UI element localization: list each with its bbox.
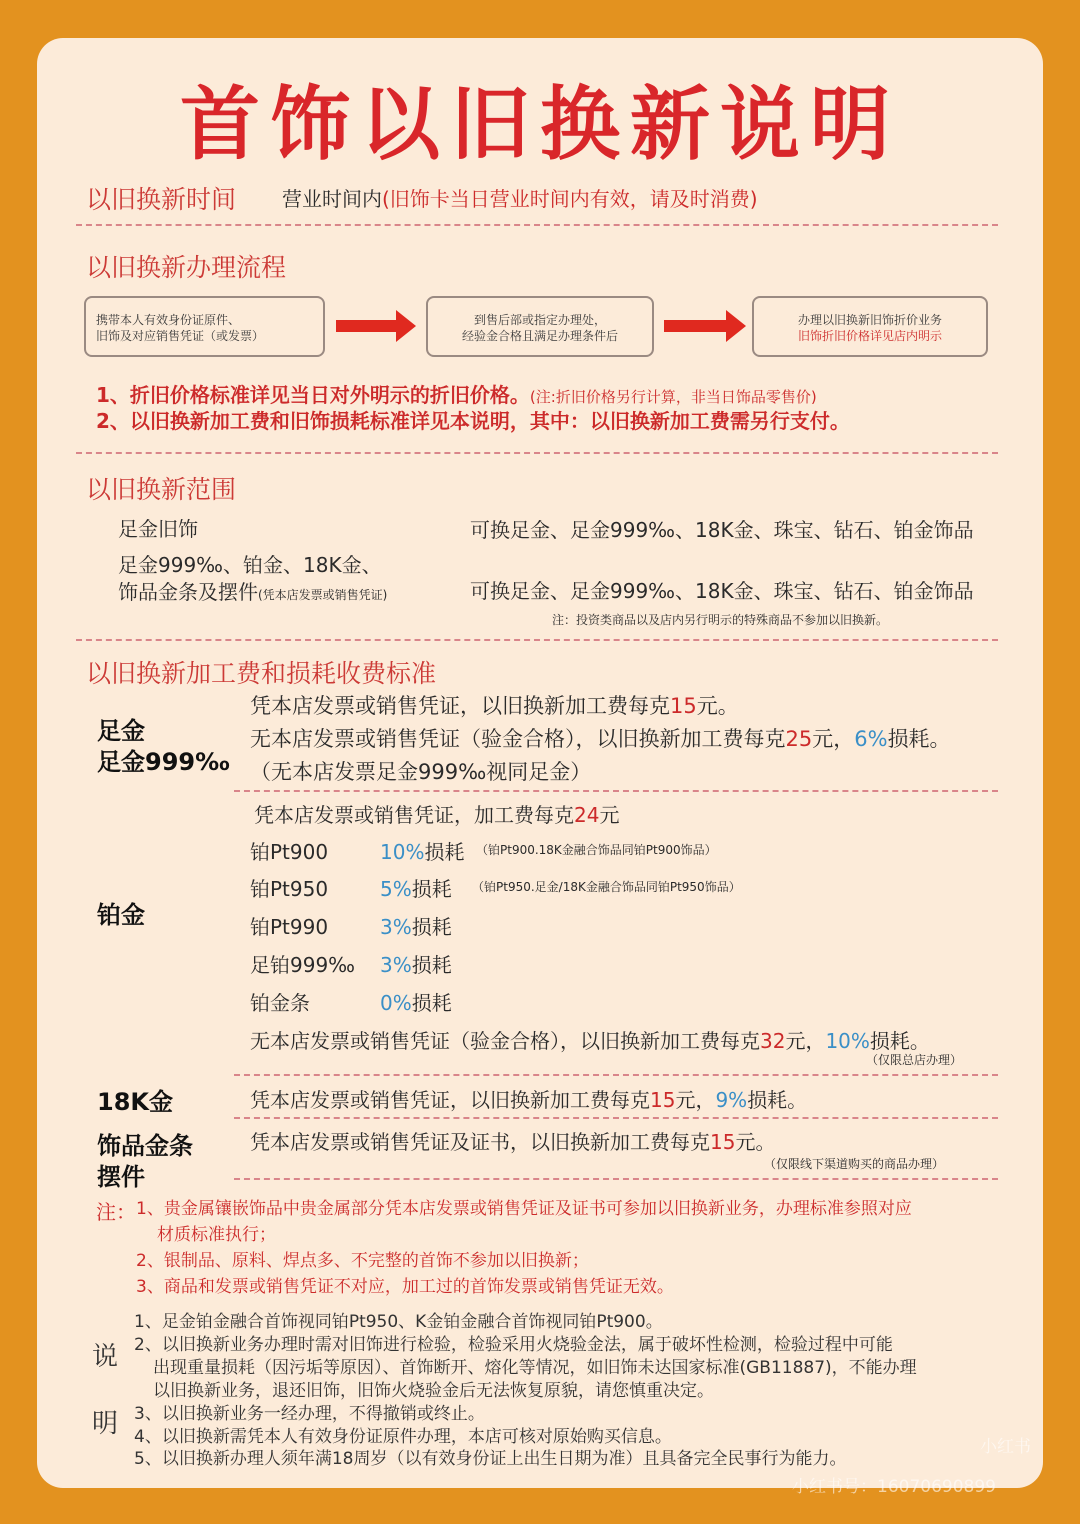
platinum-item-name: 铂Pt990 <box>250 915 329 939</box>
explain-5: 5、以旧换新办理人须年满18周岁（以有效身份证上出生日期为准）且具备完全民事行为能力。 <box>134 1449 847 1469</box>
time-value: 营业时间内 <box>282 187 382 211</box>
watermark-id: 小红书号：16070690899 <box>792 1477 996 1497</box>
divider <box>76 639 998 641</box>
scope-row-2-right: 可换足金、足金999‰、18K金、珠宝、钻石、铂金饰品 <box>470 579 974 603</box>
process-step-1 <box>84 296 325 357</box>
gold-line-2: 无本店发票或销售凭证（验金合格），以旧换新加工费每克25元，6%损耗。 <box>250 727 951 751</box>
platinum-item-note: （铂Pt900.18K金融合饰品同铂Pt900饰品） <box>476 843 717 857</box>
step-3-line-2: 旧饰折旧价格详见店内明示 <box>797 329 942 343</box>
step-3-line-1: 办理以旧换新旧饰折价业务 <box>797 313 942 327</box>
platinum-item-name: 足铂999‰ <box>250 953 356 977</box>
scope-note: 注：投资类商品以及店内另行明示的特殊商品不参加以旧换新。 <box>552 613 889 627</box>
gold-line-3: （无本店发票足金999‰视同足金） <box>250 760 592 784</box>
step-1-line-1: 携带本人有效身份证原件、 <box>96 313 241 327</box>
time-text <box>282 183 758 212</box>
platinum-item-name: 铂金条 <box>250 991 310 1015</box>
explain-1: 1、足金铂金融合首饰视同铂Pt950、K金铂金融合首饰视同铂Pt900。 <box>134 1312 663 1332</box>
time-note: (旧饰卡当日营业时间内有效，请及时消费) <box>382 187 758 211</box>
page-title: 首饰以旧换新说明 <box>180 78 900 171</box>
k18-label: 18K金 <box>97 1088 173 1116</box>
scope-row-2-left-1: 足金999‰、铂金、18K金、 <box>118 553 382 577</box>
scope-row-2-left-2: 饰品金条及摆件(凭本店发票或销售凭证) <box>118 580 388 604</box>
explain-2-cont: 出现重量损耗（因污垢等原因）、首饰断开、熔化等情况，如旧饰未达国家标准(GB11887)，不能办理 <box>153 1358 917 1378</box>
divider <box>234 1117 998 1119</box>
k18-line: 凭本店发票或销售凭证，以旧换新加工费每克15元，9%损耗。 <box>250 1088 808 1112</box>
scope-row-1-left: 足金旧饰 <box>118 517 198 541</box>
platinum-item-name: 铂Pt900 <box>250 840 329 864</box>
process-step-2 <box>426 296 654 357</box>
note-1-cont: 材质标准执行； <box>157 1225 276 1245</box>
step-2-line-2: 经验金合格且满足办理条件后 <box>461 329 618 343</box>
divider <box>76 224 998 226</box>
process-rule-1: 1、折旧价格标准详见当日对外明示的折旧价格。(注:折旧价格另行计算，非当日饰品零售价) <box>96 383 817 407</box>
note-3: 3、商品和发票或销售凭证不对应，加工过的首饰发票或销售凭证无效。 <box>136 1277 674 1297</box>
note-2: 2、银制品、原料、焊点多、不完整的首饰不参加以旧换新； <box>136 1251 589 1271</box>
platinum-head: 凭本店发票或销售凭证，加工费每克24元 <box>254 803 620 827</box>
divider <box>76 452 998 454</box>
divider <box>234 1074 998 1076</box>
platinum-item-loss: 3%损耗 <box>380 915 452 939</box>
notes-label: 注： <box>96 1200 136 1224</box>
step-2-line-1: 到售后部或指定办理处， <box>473 313 606 327</box>
explain-2-cont-2: 以旧换新业务，退还旧饰，旧饰火烧验金后无法恢复原貌，请您慎重决定。 <box>153 1381 714 1401</box>
bars-label: 饰品金条 <box>97 1132 193 1160</box>
platinum-item-name: 铂Pt950 <box>250 877 329 901</box>
process-rule-2: 2、以旧换新加工费和旧饰损耗标准详见本说明，其中：以旧换新加工费需另行支付。 <box>96 409 850 433</box>
arrow-right-icon <box>336 320 398 332</box>
explain-2: 2、以旧换新业务办理时需对旧饰进行检验，检验采用火烧验金法，属于破坏性检测，检验过程中可能 <box>134 1335 893 1355</box>
bars-note: （仅限线下渠道购买的商品办理） <box>764 1157 945 1171</box>
explain-label-2: 明 <box>92 1409 119 1439</box>
step-1-line-2: 旧饰及对应销售凭证（或发票） <box>96 329 265 343</box>
explain-4: 4、以旧换新需凭本人有效身份证原件办理，本店可核对原始购买信息。 <box>134 1427 672 1447</box>
platinum-item-loss: 10%损耗 <box>380 840 465 864</box>
explain-3: 3、以旧换新业务一经办理，不得撤销或终止。 <box>134 1404 485 1424</box>
platinum-item-note: （铂Pt950.足金/18K金融合饰品同铂Pt950饰品） <box>472 880 741 894</box>
platinum-item-loss: 5%损耗 <box>380 877 452 901</box>
fees-heading: 以旧换新加工费和损耗收费标准 <box>86 659 437 688</box>
divider <box>234 790 998 792</box>
process-step-3 <box>752 296 988 357</box>
scope-row-2-note: (凭本店发票或销售凭证) <box>258 588 388 602</box>
scope-heading: 以旧换新范围 <box>86 475 237 504</box>
platinum-item-loss: 3%损耗 <box>380 953 452 977</box>
time-heading: 以旧换新时间 <box>86 185 237 214</box>
gold-line-1: 凭本店发票或销售凭证，以旧换新加工费每克15元。 <box>250 694 739 718</box>
arrow-right-icon <box>664 320 728 332</box>
bars-line: 凭本店发票或销售凭证及证书，以旧换新加工费每克15元。 <box>250 1130 776 1154</box>
platinum-no-invoice: 无本店发票或销售凭证（验金合格），以旧换新加工费每克32元，10%损耗。 <box>250 1029 930 1053</box>
platinum-item-loss: 0%损耗 <box>380 991 452 1015</box>
rule-1-note: (注:折旧价格另行计算，非当日饰品零售价) <box>529 388 817 406</box>
scope-row-1-right: 可换足金、足金999‰、18K金、珠宝、钻石、铂金饰品 <box>470 518 974 542</box>
process-heading: 以旧换新办理流程 <box>86 253 287 282</box>
gold-label: 足金 <box>97 717 145 745</box>
explain-label-1: 说 <box>92 1342 119 1372</box>
platinum-label: 铂金 <box>97 901 145 929</box>
watermark-logo: 小红书 <box>980 1437 1031 1457</box>
bars-label-2: 摆件 <box>97 1163 145 1191</box>
note-1: 1、贵金属镶嵌饰品中贵金属部分凭本店发票或销售凭证及证书可参加以旧换新业务，办理标准参照对应 <box>136 1199 912 1219</box>
divider <box>234 1178 998 1180</box>
gold-999-label: 足金999‰ <box>97 748 230 776</box>
platinum-no-invoice-note: （仅限总店办理） <box>866 1053 963 1067</box>
